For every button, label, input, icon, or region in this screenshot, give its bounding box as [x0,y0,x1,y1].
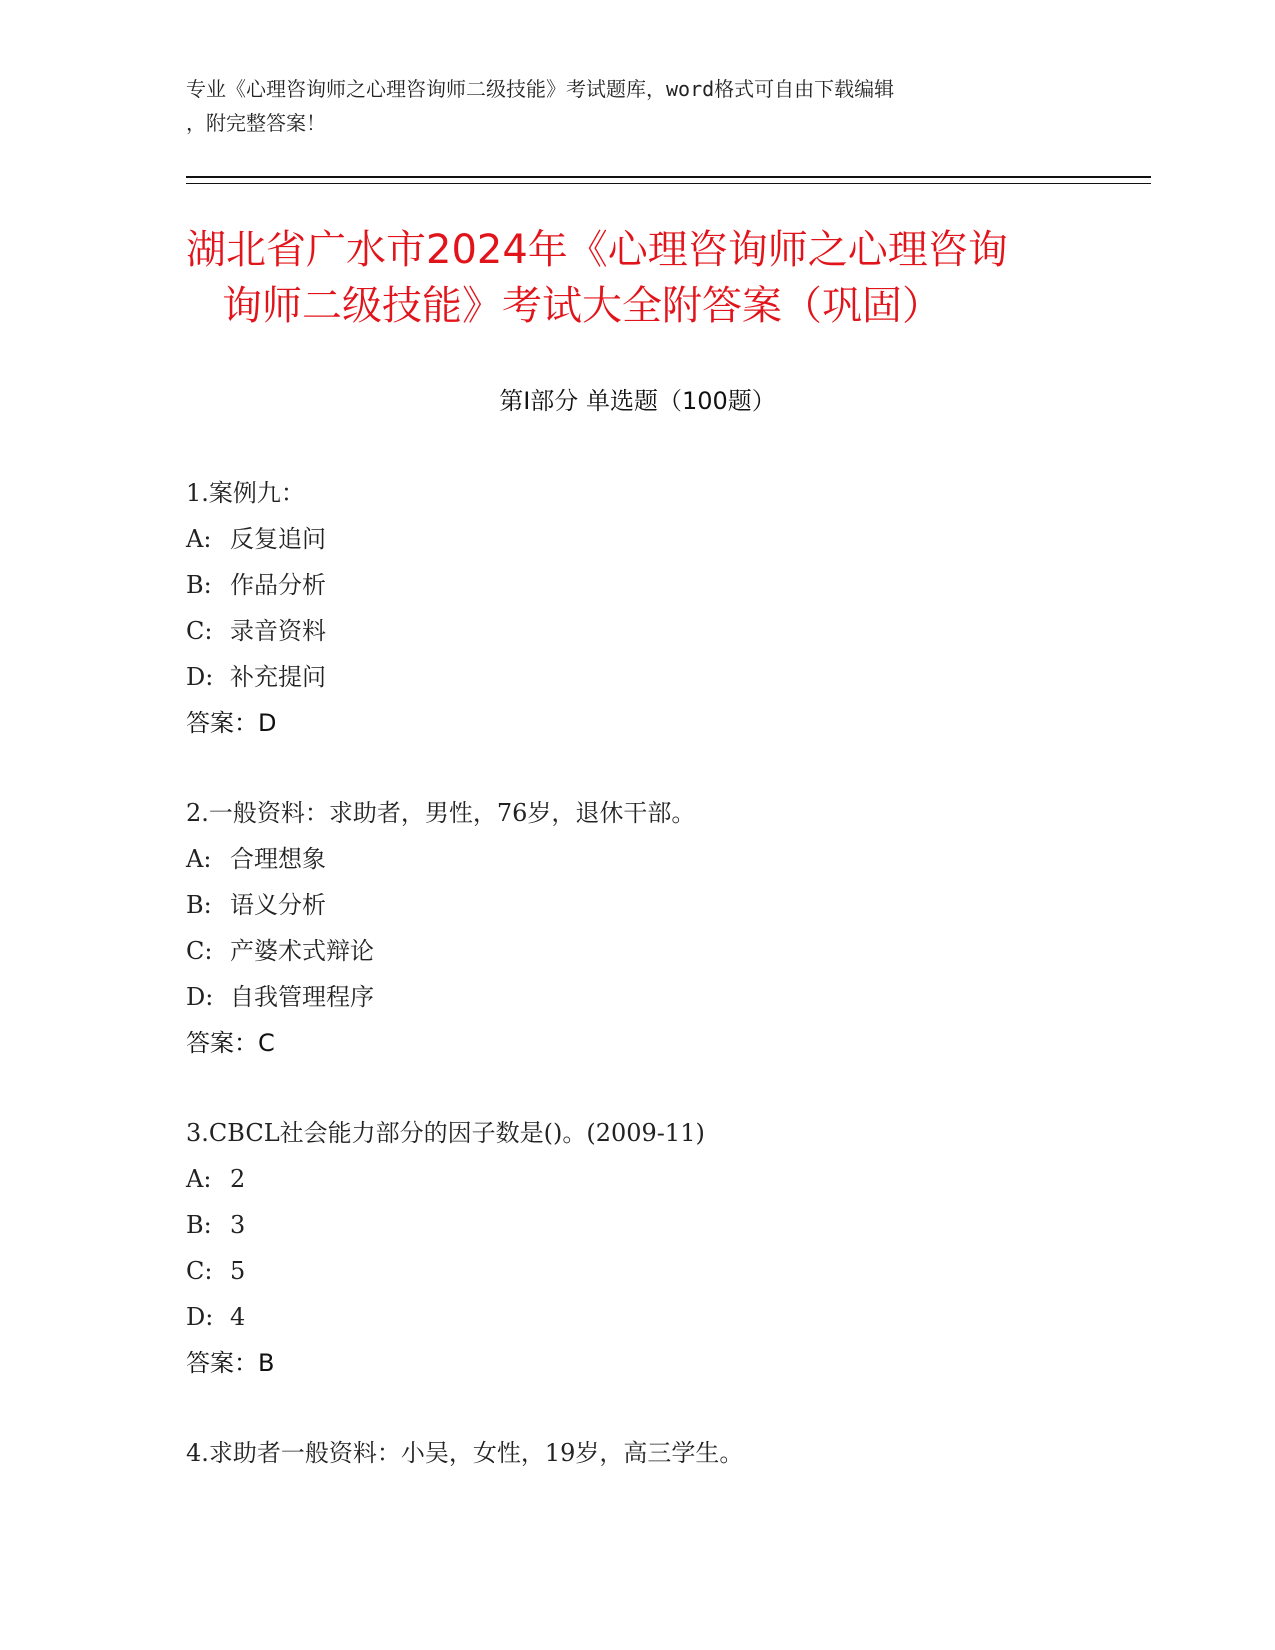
option-c [186,1248,1106,1294]
option-c [186,928,1106,974]
option-b [186,1202,1106,1248]
option-letter: C: [186,937,213,965]
option-letter: B: [186,1211,212,1239]
option-text: 产婆术式辩论 [230,937,374,965]
option-letter: D: [186,983,214,1011]
option-text: 2 [230,1165,246,1193]
header-note-line1: 专业《心理咨询师之心理咨询师二级技能》考试题库，word格式可自由下载编辑 [186,77,895,101]
document-title-line1: 湖北省广水市2024年《心理咨询师之心理咨询 [186,227,1008,273]
option-text: 补充提问 [230,663,326,691]
option-text: 反复追问 [230,525,326,553]
question-text: 4.求助者一般资料：小吴，女性，19岁，高三学生。 [186,1439,744,1467]
option-text: 自我管理程序 [230,983,374,1011]
question-spacer [186,1386,1106,1430]
option-b [186,882,1106,928]
option-text: 录音资料 [230,617,326,645]
section-heading: 第Ⅰ部分 单选题（100题） [499,387,776,415]
option-letter: D: [186,1303,214,1331]
option-letter: A: [186,1165,212,1193]
option-a [186,1156,1106,1202]
option-text: 5 [230,1257,246,1285]
document-title-line2: 询师二级技能》考试大全附答案（巩固） [222,283,942,329]
answer-line: 答案：B [186,1349,275,1377]
question-text: 1.案例九： [186,479,305,507]
option-d [186,1294,1106,1340]
option-letter: C: [186,1257,213,1285]
question-spacer [186,1066,1106,1110]
option-letter: A: [186,525,212,553]
document-title [186,222,1086,334]
header-note [186,72,1066,140]
answer-line: 答案：C [186,1029,275,1057]
answer-line: 答案：D [186,709,277,737]
option-text: 作品分析 [230,571,326,599]
option-d [186,654,1106,700]
option-a [186,516,1106,562]
option-letter: C: [186,617,213,645]
question-text: 3.CBCL社会能力部分的因子数是()。(2009-11) [186,1119,705,1147]
option-text: 3 [230,1211,246,1239]
option-text: 合理想象 [230,845,326,873]
header-divider-thick [186,176,1151,178]
question-1 [186,470,1106,746]
question-4 [186,1430,1106,1476]
option-a [186,836,1106,882]
option-b [186,562,1106,608]
option-d [186,974,1106,1020]
option-text: 4 [230,1303,246,1331]
question-list [186,470,1106,1476]
question-spacer [186,746,1106,790]
question-3 [186,1110,1106,1386]
question-2 [186,790,1106,1066]
option-letter: B: [186,571,212,599]
header-note-line2: ，附完整答案！ [186,111,326,135]
option-letter: D: [186,663,214,691]
question-text: 2.一般资料：求助者，男性，76岁，退休干部。 [186,799,696,827]
header-divider-thin [186,183,1151,184]
option-text: 语义分析 [230,891,326,919]
option-letter: A: [186,845,212,873]
option-letter: B: [186,891,212,919]
option-c [186,608,1106,654]
